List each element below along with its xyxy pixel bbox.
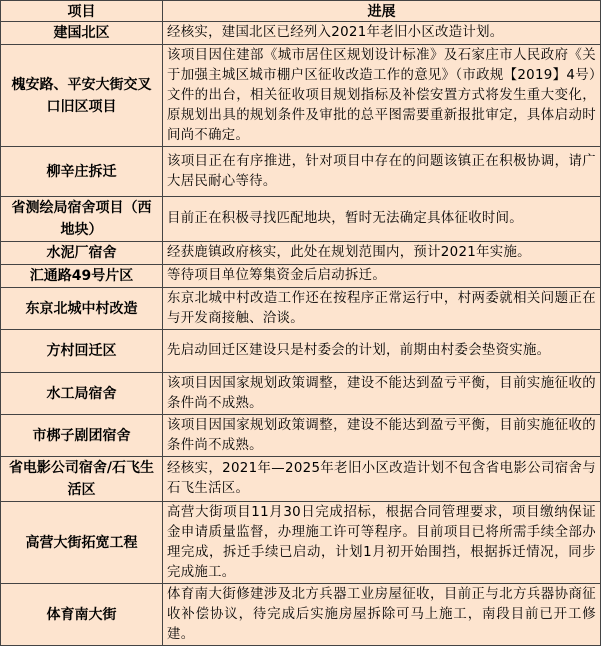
table-header-row xyxy=(1,1,601,22)
project-cell: 方村回迁区 xyxy=(1,330,163,373)
table-row xyxy=(1,265,601,288)
project-cell: 省测绘局宿舍项目（西地块） xyxy=(1,197,163,242)
progress-cell: 东京北城中村改造工作还在按程序正常运行中，村两委就相关问题正在与开发商接触、洽谈。 xyxy=(163,288,601,330)
table-row xyxy=(1,197,601,242)
header-progress: 进展 xyxy=(163,1,601,22)
progress-cell: 该项目因国家规划政策调整，建设不能达到盈亏平衡，目前实施征收的条件尚不成熟。 xyxy=(163,373,601,415)
project-cell: 汇通路49号片区 xyxy=(1,265,163,288)
project-cell: 省电影公司宿舍/石飞生活区 xyxy=(1,457,163,502)
table-row xyxy=(1,242,601,265)
table-row xyxy=(1,502,601,584)
progress-cell: 经核实，2021年—2025年老旧小区改造计划不包含省电影公司宿舍与石飞生活区。 xyxy=(163,457,601,502)
table-row xyxy=(1,45,601,147)
table-row xyxy=(1,330,601,373)
progress-cell: 等待项目单位筹集资金后启动拆迁。 xyxy=(163,265,601,288)
table-row xyxy=(1,584,601,646)
table-row xyxy=(1,147,601,197)
project-cell: 体育南大街 xyxy=(1,584,163,646)
project-cell: 槐安路、平安大街交叉口旧区项目 xyxy=(1,45,163,147)
progress-cell: 该项目因国家规划政策调整，建设不能达到盈亏平衡，目前实施征收的条件尚不成熟。 xyxy=(163,415,601,457)
project-cell: 高营大街拓宽工程 xyxy=(1,502,163,584)
progress-cell: 经核实，建国北区已经列入2021年老旧小区改造计划。 xyxy=(163,22,601,45)
project-cell: 建国北区 xyxy=(1,22,163,45)
progress-cell: 高营大街项目11月30日完成招标，根据合同管理要求，项目缴纳保证金申请质量监督，办理施工许可等程序。目前项目已将所需手续全部办理完成，拆迁手续已启动，计划1月初开始围挡，根据拆迁情况，同步完成施工。 xyxy=(163,502,601,584)
progress-cell: 该项目正在有序推进，针对项目中存在的问题该镇正在积极协调，请广大居民耐心等待。 xyxy=(163,147,601,197)
project-cell: 市梆子剧团宿舍 xyxy=(1,415,163,457)
project-cell: 水泥厂宿舍 xyxy=(1,242,163,265)
table-row xyxy=(1,288,601,330)
table-row xyxy=(1,373,601,415)
project-cell: 水工局宿舍 xyxy=(1,373,163,415)
table-row xyxy=(1,22,601,45)
progress-cell: 目前正在积极寻找匹配地块，暂时无法确定具体征收时间。 xyxy=(163,197,601,242)
project-cell: 东京北城中村改造 xyxy=(1,288,163,330)
progress-cell: 该项目因住建部《城市居住区规划设计标准》及石家庄市人民政府《关于加强主城区城市棚户区征收改造工作的意见》（市政规【2019】4号）文件的出台，相关征收项目规划指标及补偿安置方式将发生重大变化，原规划出具的规划条件及审批的总平图需要重新报批审定，具体启动时间尚不确定。 xyxy=(163,45,601,147)
header-project: 项目 xyxy=(1,1,163,22)
table-row xyxy=(1,457,601,502)
progress-cell: 经获鹿镇政府核实，此处在规划范围内，预计2021年实施。 xyxy=(163,242,601,265)
table-row xyxy=(1,415,601,457)
progress-cell: 先启动回迁区建设只是村委会的计划，前期由村委会垫资实施。 xyxy=(163,330,601,373)
project-cell: 柳辛庄拆迁 xyxy=(1,147,163,197)
progress-cell: 体育南大街修建涉及北方兵器工业房屋征收，目前正与北方兵器协商征收补偿协议，待完成后实施房屋拆除可马上施工，南段目前已开工修建。 xyxy=(163,584,601,646)
